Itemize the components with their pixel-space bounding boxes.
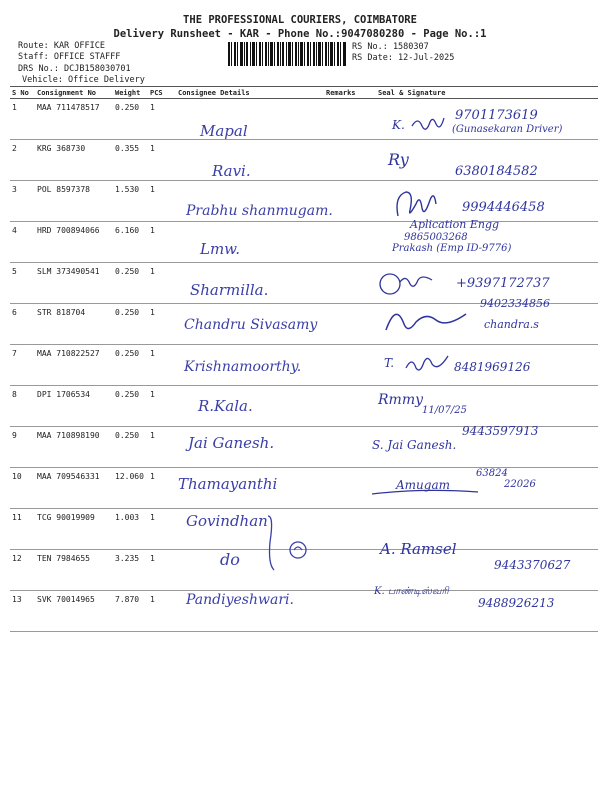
cell-weight: 0.355 xyxy=(113,140,148,181)
signature-7-icon xyxy=(404,352,452,374)
col-header-weight: Weight xyxy=(113,87,148,99)
cell-sno: 5 xyxy=(10,263,35,304)
col-header-pcs: PCS xyxy=(148,87,176,99)
cell-sno: 2 xyxy=(10,140,35,181)
sig-4-name: Prakash (Emp ID-9776) xyxy=(392,243,512,254)
cell-consignee xyxy=(176,222,324,263)
hand-name-11: Govindhan xyxy=(186,512,268,530)
sig-7-phone: 8481969126 xyxy=(454,360,531,374)
cell-weight: 0.250 xyxy=(113,304,148,345)
col-header-consignee: Consignee Details xyxy=(176,87,324,99)
cell-cno: SLM 373490541 xyxy=(35,263,113,304)
signature-5-icon xyxy=(378,270,438,298)
sig-13-name: K. பாண்டிஸ்வரி xyxy=(374,586,449,597)
cell-cno: POL 8597378 xyxy=(35,181,113,222)
hand-name-5: Sharmilla. xyxy=(190,281,269,299)
sig-8-mark: Rmmy xyxy=(378,392,424,408)
staff-label: Staff: OFFICE STAFFF xyxy=(18,52,121,62)
hand-name-8: R.Kala. xyxy=(198,397,253,415)
cell-cno: MAA 710898190 xyxy=(35,427,113,468)
barcode-icon xyxy=(228,42,346,66)
sig-5-phone: +9397172737 xyxy=(456,276,550,291)
cell-remarks xyxy=(324,386,376,427)
sig-1-initial: K. xyxy=(392,118,405,132)
hand-name-6: Chandru Sivasamy xyxy=(184,317,318,333)
cell-sno: 13 xyxy=(10,591,35,632)
cell-pcs: 1 xyxy=(148,181,176,222)
cell-pcs: 1 xyxy=(148,591,176,632)
sig-4-phone: 9865003268 xyxy=(404,232,468,243)
sig-10-phone-a: 63824 xyxy=(476,468,508,479)
cell-sno: 6 xyxy=(10,304,35,345)
cell-sno: 1 xyxy=(10,99,35,140)
hand-name-1: Mapal xyxy=(200,122,248,140)
sig-10-phone-b: 22026 xyxy=(504,479,536,490)
cell-sno: 10 xyxy=(10,468,35,509)
cell-weight: 1.530 xyxy=(113,181,148,222)
cell-pcs: 1 xyxy=(148,99,176,140)
cell-remarks xyxy=(324,427,376,468)
cell-remarks xyxy=(324,222,376,263)
hand-name-10: Thamayanthi xyxy=(178,475,278,493)
cell-cno: MAA 709546331 xyxy=(35,468,113,509)
runsheet-subtitle: Delivery Runsheet - KAR - Phone No.:9047080280 - Page No.:1 xyxy=(113,28,487,40)
sig-10-name: Amugam xyxy=(396,478,450,492)
cell-remarks xyxy=(324,509,376,550)
col-header-seal: Seal & Signature xyxy=(376,87,598,99)
cell-cno: SVK 70014965 xyxy=(35,591,113,632)
sig-9-name: S. Jai Ganesh. xyxy=(372,438,457,452)
sig-13-phone: 9488926213 xyxy=(478,596,555,610)
cell-pcs: 1 xyxy=(148,427,176,468)
cell-remarks xyxy=(324,99,376,140)
cell-remarks xyxy=(324,263,376,304)
route-label: Route: KAR OFFICE xyxy=(18,41,105,51)
sig-4-role: Aplication Engg xyxy=(410,218,500,231)
cell-pcs: 1 xyxy=(148,386,176,427)
cell-remarks xyxy=(324,304,376,345)
cell-weight: 6.160 xyxy=(113,222,148,263)
drs-number: DRS No.: DCJB158030701 xyxy=(18,64,131,74)
company-name: THE PROFESSIONAL COURIERS, COIMBATORE xyxy=(183,14,417,26)
cell-cno: TCG 90019909 xyxy=(35,509,113,550)
cell-cno: HRD 700894066 xyxy=(35,222,113,263)
sig-8-date: 11/07/25 xyxy=(422,405,467,416)
sig-9-phone: 9443597913 xyxy=(462,424,539,438)
table-row xyxy=(10,222,598,263)
cell-weight: 0.250 xyxy=(113,345,148,386)
sig-6-phone: 9402334856 xyxy=(480,297,550,310)
cell-consignee xyxy=(176,99,324,140)
cell-sno: 8 xyxy=(10,386,35,427)
sig-2-phone: 6380184582 xyxy=(455,164,538,179)
rs-number: RS No.: 1580307 xyxy=(352,42,429,52)
cell-sno: 9 xyxy=(10,427,35,468)
col-header-remarks: Remarks xyxy=(324,87,376,99)
cell-remarks xyxy=(324,468,376,509)
cell-cno: MAA 711478517 xyxy=(35,99,113,140)
cell-pcs: 1 xyxy=(148,140,176,181)
signature-1-icon xyxy=(410,114,446,134)
cell-pcs: 1 xyxy=(148,304,176,345)
cell-weight: 0.250 xyxy=(113,99,148,140)
cell-cno: DPI 1706534 xyxy=(35,386,113,427)
cell-sno: 4 xyxy=(10,222,35,263)
cell-weight: 7.870 xyxy=(113,591,148,632)
cell-sno: 7 xyxy=(10,345,35,386)
signature-6-icon xyxy=(382,300,472,336)
col-header-consignment: Consignment No xyxy=(35,87,113,99)
cell-sno: 12 xyxy=(10,550,35,591)
signature-3-icon xyxy=(392,186,442,222)
cell-remarks xyxy=(324,591,376,632)
hand-name-9: Jai Ganesh. xyxy=(188,434,275,452)
cell-pcs: 1 xyxy=(148,509,176,550)
cell-pcs: 1 xyxy=(148,345,176,386)
cell-weight: 0.250 xyxy=(113,386,148,427)
cell-pcs: 1 xyxy=(148,222,176,263)
sig-1-note: (Gunasekaran Driver) xyxy=(452,124,563,135)
cell-remarks xyxy=(324,550,376,591)
cell-cno: TEN 7984655 xyxy=(35,550,113,591)
cell-weight: 1.003 xyxy=(113,509,148,550)
bracket-mark-icon xyxy=(262,514,312,574)
sig-1-phone: 9701173619 xyxy=(455,108,538,123)
cell-weight: 0.250 xyxy=(113,427,148,468)
cell-pcs: 1 xyxy=(148,263,176,304)
hand-name-3: Prabhu shanmugam. xyxy=(186,203,333,219)
cell-sno: 3 xyxy=(10,181,35,222)
table-row xyxy=(10,386,598,427)
cell-weight: 0.250 xyxy=(113,263,148,304)
sig-3-phone: 9994446458 xyxy=(462,200,545,215)
hand-name-2: Ravi. xyxy=(212,162,251,180)
sig-2-mark: Ry xyxy=(388,150,409,169)
rs-date: RS Date: 12-Jul-2025 xyxy=(352,53,455,63)
cell-weight: 12.060 xyxy=(113,468,148,509)
hand-name-13: Pandiyeshwari. xyxy=(186,592,294,608)
sig-6-name: chandra.s xyxy=(484,318,539,331)
cell-sno: 11 xyxy=(10,509,35,550)
sig-12-phone: 9443370627 xyxy=(494,558,571,572)
sig-7-initial: T. xyxy=(384,356,395,370)
cell-remarks xyxy=(324,140,376,181)
hand-name-7: Krishnamoorthy. xyxy=(184,359,302,375)
signature-10-underline-icon xyxy=(370,488,480,498)
cell-pcs: 1 xyxy=(148,550,176,591)
cell-remarks xyxy=(324,345,376,386)
cell-weight: 3.235 xyxy=(113,550,148,591)
cell-cno: MAA 710822527 xyxy=(35,345,113,386)
sig-12-name: A. Ramsel xyxy=(380,540,457,558)
col-header-sno: S No xyxy=(10,87,35,99)
table-header-row xyxy=(10,87,598,99)
cell-pcs: 1 xyxy=(148,468,176,509)
cell-cno: STR 818704 xyxy=(35,304,113,345)
vehicle-label: Vehicle: Office Delivery xyxy=(22,75,145,85)
hand-name-4: Lmw. xyxy=(200,240,241,258)
hand-name-12: do xyxy=(220,550,240,569)
cell-cno: KRG 368730 xyxy=(35,140,113,181)
